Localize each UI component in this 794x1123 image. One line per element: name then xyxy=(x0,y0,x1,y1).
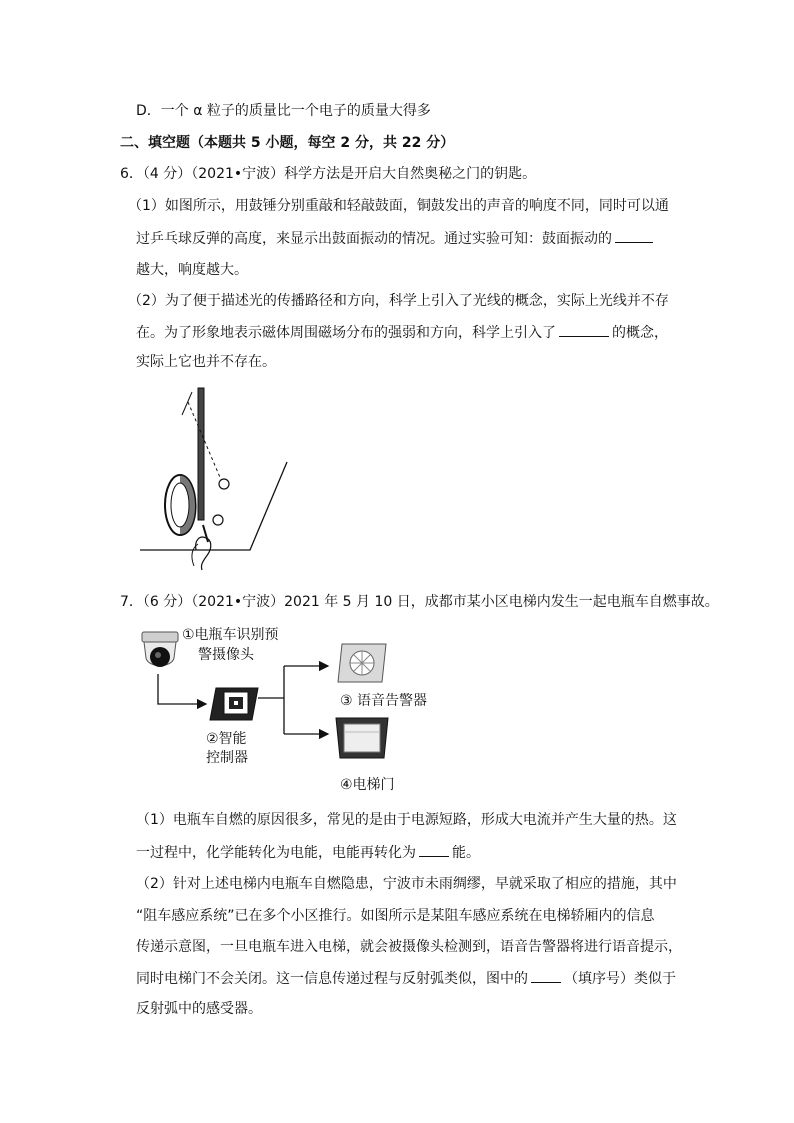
q7-part1-line2-after: 能。 xyxy=(452,845,480,861)
q6-part2-line2 xyxy=(136,322,668,343)
support-rod xyxy=(198,388,204,520)
q6-stem: 6．（4 分）（2021•宁波）科学方法是开启大自然奥秘之门的钥匙。 xyxy=(120,166,537,182)
speaker-icon xyxy=(338,644,386,682)
camera-label-1: ①电瓶车识别预 xyxy=(182,627,279,643)
q6-part1-line2-text: 过乒乓球反弹的高度，来显示出鼓面振动的情况。通过实验可知：鼓面振动的 xyxy=(136,231,612,247)
q7-stem: 7．（6 分）（2021•宁波）2021 年 5 月 10 日，成都市某小区电梯内发生一起电瓶车自燃事故。 xyxy=(120,594,719,610)
controller-label-2: 控制器 xyxy=(206,750,248,766)
table-outline xyxy=(140,462,287,550)
q7-part1-line1: （1）电瓶车自燃的原因很多，常见的是由于电源短路，形成大电流并产生大量的热。这 xyxy=(136,812,677,828)
q7-part2-line1: （2）针对上述电梯内电瓶车自燃隐患，宁波市未雨绸缪，早就采取了相应的措施，其中 xyxy=(136,876,677,892)
q6-part2-line2-after: 的概念， xyxy=(612,325,668,341)
q6-part1-line2 xyxy=(136,228,656,249)
q7-part2-line4-after: （填序号）类似于 xyxy=(564,971,676,987)
q5-option-d: D．一个 α 粒子的质量比一个电子的质量大得多 xyxy=(136,103,431,119)
q7-part2-line5: 反射弧中的感受器。 xyxy=(136,1001,262,1017)
answer-blank[interactable] xyxy=(531,968,561,983)
hand-finger xyxy=(192,544,198,566)
drum-figure xyxy=(130,380,300,580)
pendulum-string xyxy=(188,402,222,482)
hand-icon xyxy=(196,537,211,570)
q7-part2-line2: “阻车感应系统”已在多个小区推行。如图所示是某阻车感应系统在电梯轿厢内的信息 xyxy=(136,908,655,924)
q7-part2-line4-before: 同时电梯门不会关闭。这一信息传递过程与反射弧类似，图中的 xyxy=(136,971,528,987)
door-label: ④电梯门 xyxy=(340,777,395,793)
elevator-door-icon xyxy=(336,718,388,758)
q7-part2-line4 xyxy=(136,968,676,989)
ping-pong-ball xyxy=(219,479,229,489)
controller-label-1: ②智能 xyxy=(206,731,247,747)
controller-icon xyxy=(210,688,258,720)
arrow-camera-to-controller xyxy=(158,674,206,704)
camera-label-2: 警摄像头 xyxy=(198,647,254,663)
q7-part2-line3: 传递示意图，一旦电瓶车进入电梯，就会被摄像头检测到，语音告警器将进行语音提示， xyxy=(136,939,682,955)
section-heading: 二、填空题（本题共 5 小题，每空 2 分，共 22 分） xyxy=(120,135,455,151)
camera-icon xyxy=(142,632,178,667)
q6-part2-line3: 实际上它也并不存在。 xyxy=(136,354,276,370)
q6-part1-line3: 越大，响度越大。 xyxy=(136,262,248,278)
ping-pong-ball-lower xyxy=(213,515,223,525)
q6-part2-line2-before: 在。为了形象地表示磁体周围磁场分布的强弱和方向，科学上引入了 xyxy=(136,325,556,341)
drum-mallet xyxy=(203,525,208,542)
answer-blank[interactable] xyxy=(615,228,653,243)
q6-part2-line1: （2）为了便于描述光的传播路径和方向，科学上引入了光线的概念，实际上光线并不存 xyxy=(128,293,669,309)
q7-part1-line2 xyxy=(136,842,480,863)
alarm-label: ③ 语音告警器 xyxy=(340,693,428,709)
answer-blank[interactable] xyxy=(419,842,449,857)
q6-part1-line1: （1）如图所示，用鼓锤分别重敲和轻敲鼓面，铜鼓发出的声音的响度不同，同时可以通 xyxy=(128,198,669,214)
answer-blank[interactable] xyxy=(559,322,609,337)
drum-inner xyxy=(171,483,189,527)
alarm-system-diagram xyxy=(136,624,456,794)
q7-part1-line2-before: 一过程中，化学能转化为电能，电能再转化为 xyxy=(136,845,416,861)
string-hook xyxy=(182,392,192,415)
